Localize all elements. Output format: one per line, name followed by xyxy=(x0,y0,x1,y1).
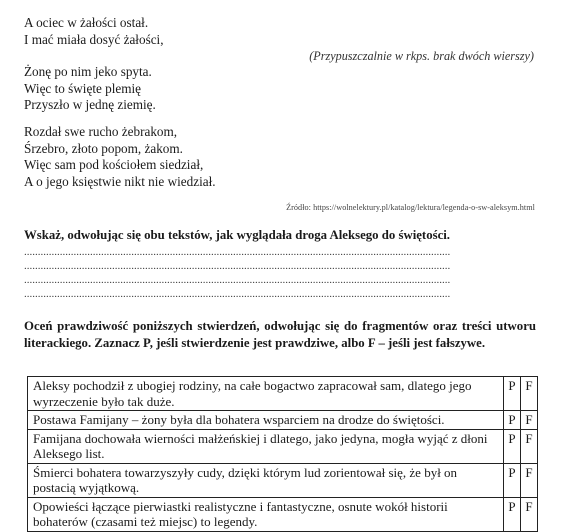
answer-lines[interactable] xyxy=(24,245,534,301)
verse-line: A ociec w żałości ostał. xyxy=(24,15,149,30)
statement-cell: Postawa Famijany – żony była dla bohatera wsparciem na drodze do świętości. xyxy=(28,411,504,430)
verse-line: A o jego księstwie nikt nie wiedział. xyxy=(24,173,216,189)
table-row xyxy=(28,429,538,463)
table-row xyxy=(28,497,538,531)
false-option[interactable]: F xyxy=(521,463,538,497)
statement-cell: Opowieści łączące pierwiastki realistyczne i fantastyczne, osnute wokół historii bohaterów (czasami też miejsc) to legendy. xyxy=(28,497,504,531)
verse-line: Więc sam pod kościołem siedział, xyxy=(24,157,204,172)
true-option[interactable]: P xyxy=(504,429,521,463)
poem-stanza-2 xyxy=(24,64,156,114)
false-option[interactable]: F xyxy=(521,497,538,531)
false-option[interactable]: F xyxy=(521,429,538,463)
poem-stanza-1 xyxy=(24,15,164,48)
statement-cell: Famijana dochowała wierności małżeńskiej i dlatego, jako jedyna, mogła wyjąć z dłoni Aleksego list. xyxy=(28,429,504,463)
poem-stanza-3 xyxy=(24,124,216,190)
true-option[interactable]: P xyxy=(504,497,521,531)
answer-line[interactable]: ........................................................................................................................................................... xyxy=(24,288,451,300)
answer-line[interactable]: ........................................................................................................................................................... xyxy=(24,246,451,258)
editorial-note: (Przypuszczalnie w rkps. brak dwóch wierszy) xyxy=(309,49,534,63)
answer-line[interactable]: ........................................................................................................................................................... xyxy=(24,260,451,272)
source-citation: Źródło: https://wolnelektury.pl/katalog/lektura/legenda-o-sw-aleksym.html xyxy=(286,203,535,212)
statement-cell: Śmierci bohatera towarzyszyły cudy, dzięki którym lud zorientował się, że był on postacią wyjątkową. xyxy=(28,463,504,497)
true-false-table xyxy=(27,376,538,532)
table-row xyxy=(28,463,538,497)
task2-prompt: Oceń prawdziwość poniższych stwierdzeń, odwołując się do fragmentów oraz treści utworu literackiego. Zaznacz P, jeśli stwierdzenie jest prawdziwe, albo F – jeśli jest fałszywe. xyxy=(24,319,536,350)
verse-line: Przyszło w jednę ziemię. xyxy=(24,97,156,112)
false-option[interactable]: F xyxy=(521,411,538,430)
answer-line[interactable]: ........................................................................................................................................................... xyxy=(24,274,451,286)
true-option[interactable]: P xyxy=(504,411,521,430)
table-row xyxy=(28,411,538,430)
true-option[interactable]: P xyxy=(504,463,521,497)
table-row xyxy=(28,377,538,411)
verse-line: Żonę po nim jeko spyta. xyxy=(24,64,152,79)
task1-prompt: Wskaż, odwołując się obu tekstów, jak wyglądała droga Aleksego do świętości. xyxy=(24,228,451,242)
true-option[interactable]: P xyxy=(504,377,521,411)
verse-line: I mać miała dosyć żałości, xyxy=(24,31,164,47)
verse-line: Rozdał swe rucho żebrakom, xyxy=(24,124,178,139)
statement-cell: Aleksy pochodził z ubogiej rodziny, na całe bogactwo zapracował sam, dlatego jego wyrzeczenie było tak duże. xyxy=(28,377,504,411)
false-option[interactable]: F xyxy=(521,377,538,411)
verse-line: Śrzebro, złoto popom, żakom. xyxy=(24,140,183,156)
verse-line: Więc to święte plemię xyxy=(24,80,142,96)
